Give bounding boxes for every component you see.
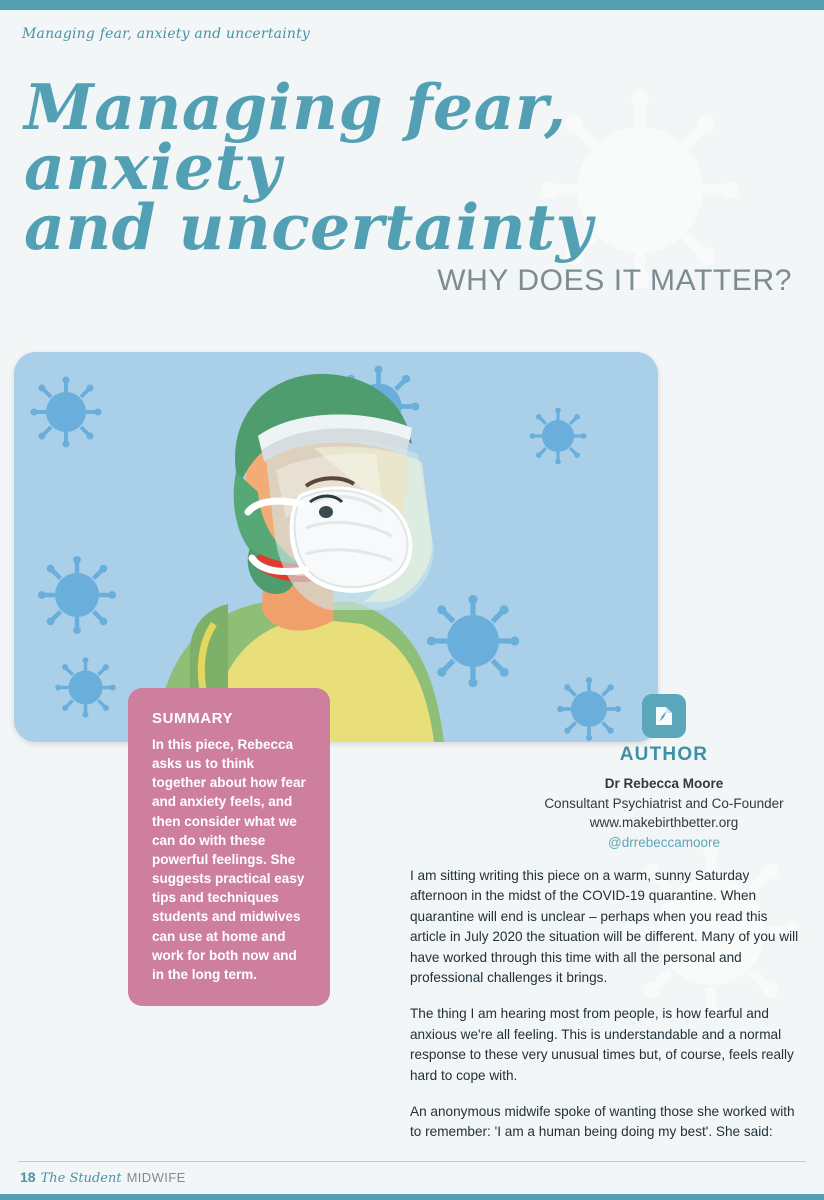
publication-name-italic: The Student — [40, 1171, 122, 1186]
body-paragraph: I am sitting writing this piece on a warm, sunny Saturday afternoon in the midst of the COVID-19 quarantine. When quarantine will end is unclear – perhaps when you read this article in July 2020 the situation will be different. Many of you will have worked through this time with all the personal and professional challenges it brings. — [410, 868, 799, 985]
author-name: Dr Rebecca Moore — [604, 776, 724, 791]
summary-heading: SUMMARY — [152, 710, 234, 727]
page-number: 18 — [20, 1169, 36, 1185]
body-paragraph: The thing I am hearing most from people, is how fearful and anxious we're all feeling. This is understandable and a normal response to these very unusual times but, of course, feels really hard to cope with. — [410, 1006, 794, 1083]
page-subtitle: WHY DOES IT MATTER? — [437, 263, 792, 297]
author-pen-icon — [642, 694, 686, 738]
summary-box — [128, 688, 330, 1006]
author-role: Consultant Psychiatrist and Co-Founder — [544, 795, 784, 811]
author-website[interactable]: www.makebirthbetter.org — [589, 815, 739, 831]
footer — [20, 1169, 186, 1186]
author-block — [530, 694, 798, 852]
page-title-line-1: Managing fear, anxiety — [24, 70, 567, 204]
publication-name-caps: MIDWIFE — [126, 1170, 186, 1185]
body-paragraph: An anonymous midwife spoke of wanting those she worked with to remember: 'I am a human being doing my best'. She said: — [410, 1103, 795, 1140]
author-heading: AUTHOR — [619, 744, 709, 765]
running-head: Managing fear, anxiety and uncertainty — [22, 26, 311, 42]
footer-divider — [18, 1161, 806, 1162]
summary-text: In this piece, Rebecca asks us to think together about how fear and anxiety feels, and then consider what we can do with these powerful feelings. She suggests practical easy tips and techniques students and midwives can use at home and work for both now and in the long term. — [152, 737, 306, 982]
bottom-accent-bar — [0, 1194, 824, 1200]
hero-illustration — [14, 352, 658, 742]
article-body — [410, 866, 800, 1159]
top-accent-bar — [0, 0, 824, 10]
title-block — [24, 70, 800, 298]
author-social-handle[interactable]: @drrebeccamoore — [607, 834, 720, 850]
page-title-line-2: and uncertainty — [24, 189, 593, 264]
